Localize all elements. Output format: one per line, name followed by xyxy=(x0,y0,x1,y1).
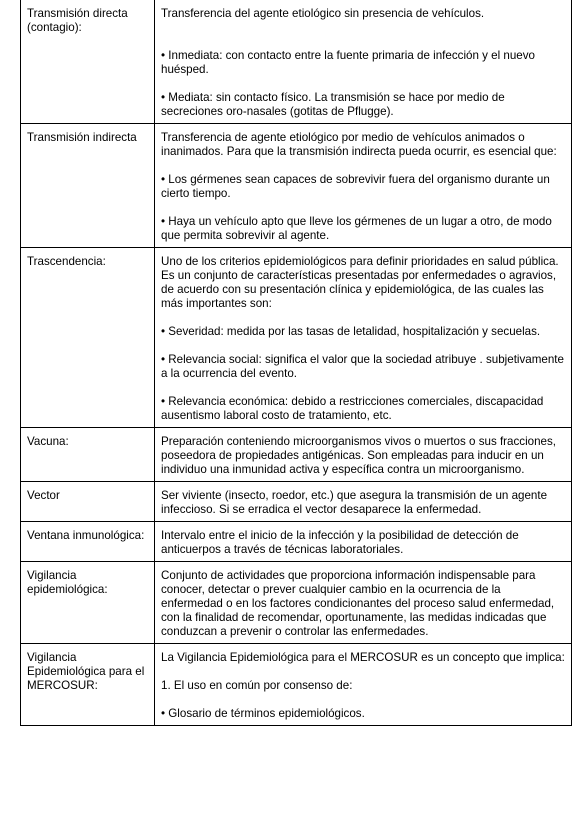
glossary-row-vacuna xyxy=(21,428,572,482)
definition-paragraph: • Inmediata: con contacto entre la fuente primaria de infección y el nuevo huésped. xyxy=(161,49,535,76)
definition-paragraph: Ser viviente (insecto, roedor, etc.) que asegura la transmisión de un agente infeccioso. Si se erradica el vector desaparece la enfermedad. xyxy=(161,489,548,516)
definition-paragraph: Intervalo entre el inicio de la infección y la posibilidad de detección de anticuerpos a través de técnicas laboratoriales. xyxy=(161,529,519,556)
glossary-row-trascendencia xyxy=(21,248,572,428)
term-cell: Vigilancia epidemiológica: xyxy=(21,562,155,644)
glossary-row-ventana-inmunologica xyxy=(21,522,572,562)
definition-paragraph: • Relevancia social: significa el valor que la sociedad atribuye . subjetivamente a la ocurrencia del evento. xyxy=(161,353,564,380)
definition-paragraph: Uno de los criterios epidemiológicos para definir prioridades en salud pública. Es un conjunto de características presentadas por enfermedades o agravios, de acuerdo con su presentación clínica y epidemiológica, de las cuales las más importantes son: xyxy=(161,255,559,310)
definition-paragraph: • Glosario de términos epidemiológicos. xyxy=(161,707,365,720)
glossary-row-vector xyxy=(21,482,572,522)
definition-paragraph: La Vigilancia Epidemiológica para el MERCOSUR es un concepto que implica: xyxy=(161,651,565,664)
term-cell: Ventana inmunológica: xyxy=(21,522,155,562)
definition-paragraph: • Los gérmenes sean capaces de sobrevivir fuera del organismo durante un cierto tiempo. xyxy=(161,173,550,200)
definition-cell xyxy=(155,562,572,644)
glossary-row-vigilancia-epidemiologica xyxy=(21,562,572,644)
definition-paragraph xyxy=(161,35,565,49)
term-cell: Transmisión directa (contagio): xyxy=(21,0,155,124)
definition-paragraph: Transferencia del agente etiológico sin presencia de vehículos. xyxy=(161,7,485,20)
term-cell: Vigilancia Epidemiológica para el MERCOSUR: xyxy=(21,644,155,726)
definition-cell xyxy=(155,428,572,482)
definition-paragraph: • Severidad: medida por las tasas de letalidad, hospitalización y secuelas. xyxy=(161,325,541,338)
definition-cell xyxy=(155,0,572,124)
term-cell: Trascendencia: xyxy=(21,248,155,428)
definition-cell xyxy=(155,124,572,248)
glossary-row-vigilancia-epidemiologica-para-el-mercosur xyxy=(21,644,572,726)
glossary-row-transmision-directa-contagio xyxy=(21,0,572,124)
glossary-row-transmision-indirecta xyxy=(21,124,572,248)
definition-paragraph: 1. El uso en común por consenso de: xyxy=(161,679,353,692)
definition-cell xyxy=(155,644,572,726)
term-cell: Vacuna: xyxy=(21,428,155,482)
glossary-table xyxy=(20,0,572,726)
definition-paragraph: Preparación conteniendo microorganismos vivos o muertos o sus fracciones, poseedora de propiedades antigénicas. Son empleadas para inducir en un individuo una inmunidad activa y específica contra un microorganismo. xyxy=(161,435,557,476)
glossary-body xyxy=(21,0,572,726)
definition-cell xyxy=(155,482,572,522)
definition-cell xyxy=(155,522,572,562)
definition-paragraph: • Haya un vehículo apto que lleve los gérmenes de un lugar a otro, de modo que permita sobrevivir al agente. xyxy=(161,215,552,242)
definition-paragraph: • Relevancia económica: debido a restricciones comerciales, discapacidad ausentismo laboral costo de tratamiento, etc. xyxy=(161,395,544,422)
definition-cell xyxy=(155,248,572,428)
definition-paragraph: Transferencia de agente etiológico por medio de vehículos animados o inanimados. Para que la transmisión indirecta pueda ocurrir, es esencial que: xyxy=(161,131,557,158)
definition-paragraph: • Mediata: sin contacto físico. La transmisión se hace por medio de secreciones oro-nasales (gotitas de Pflugge). xyxy=(161,91,505,118)
definition-paragraph: Conjunto de actividades que proporciona información indispensable para conocer, detectar o prever cualquier cambio en la ocurrencia de la enfermedad o en los factores condicionantes del proceso salud enfermedad, con la finalidad de recomendar, oportunamente, las medidas indicadas que conduzcan a prevenir o controlar las enfermedades. xyxy=(161,569,555,638)
term-cell: Vector xyxy=(21,482,155,522)
term-cell: Transmisión indirecta xyxy=(21,124,155,248)
